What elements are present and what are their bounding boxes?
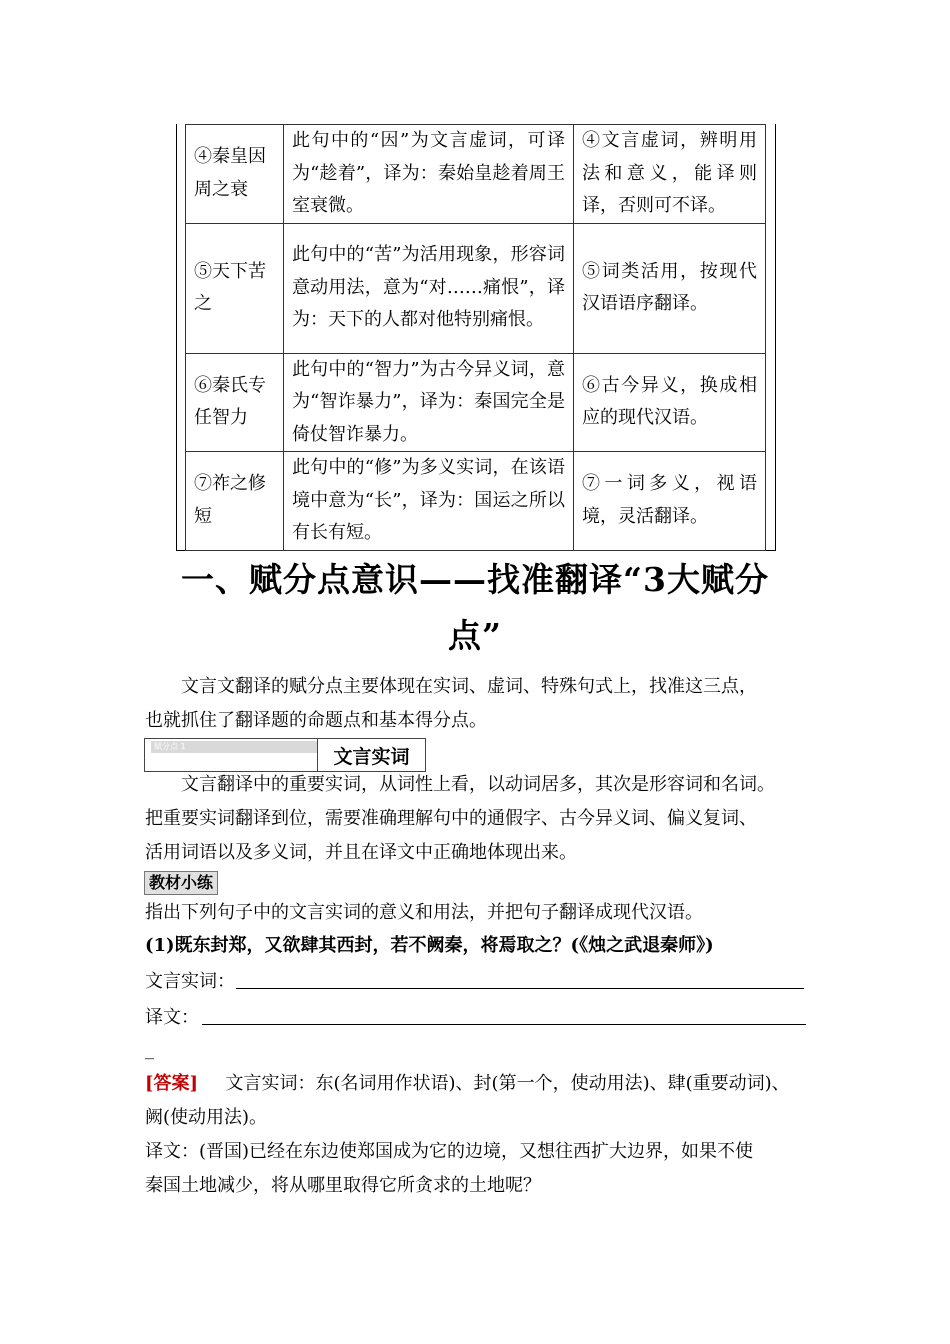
cell-method: ⑤词类活用，按现代汉语语序翻译。 (574, 223, 766, 353)
answer-block (145, 1068, 825, 1100)
answer-line-2: 阙(使动用法)。 (145, 1107, 268, 1128)
cell-sentence: ④秦皇因周之衰 (186, 125, 284, 224)
section-body-line-3: 活用词语以及多义词，并且在译文中正确地体现出来。 (145, 842, 577, 863)
section-tag-label: 文言实词 (317, 739, 425, 771)
cell-explanation: 此句中的“修”为多义实词，在该语境中意为“长”，译为：国运之所以有长有短。 (284, 452, 574, 551)
answer-blank-vocab[interactable] (236, 988, 804, 989)
cell-explanation: 此句中的“智力”为古今异义词，意为“智诈暴力”，译为：秦国完全是倚仗智诈暴力。 (284, 353, 574, 452)
section-body-line-2: 把重要实词翻译到位，需要准确理解句中的通假字、古今异义词、偏义复词、 (145, 808, 757, 829)
table-row (186, 353, 766, 452)
practice-question: (1)既东封郑，又欲肆其西封，若不阙秦，将焉取之？(《烛之武退秦师》) (145, 935, 714, 956)
answer-label: [答案] (145, 1073, 199, 1094)
heading-line-1: 一、赋分点意识——找准翻译“3大赋分 (181, 560, 769, 599)
section-body (145, 768, 825, 870)
cell-sentence: ⑤天下苦之 (186, 223, 284, 353)
answer-translation-line-1: 译文：(晋国)已经在东边使郑国成为它的边境，又想往西扩大边界，如果不使 (145, 1141, 754, 1162)
practice-tag: 教材小练 (144, 871, 218, 895)
cell-sentence: ⑦祚之修短 (186, 452, 284, 551)
table-row (186, 223, 766, 353)
translation-table (185, 124, 766, 551)
table-row (186, 125, 766, 224)
intro-line-1: 文言文翻译的赋分点主要体现在实词、虚词、特殊句式上，找准这三点， (181, 676, 757, 697)
intro-line-2: 也就抓住了翻译题的命题点和基本得分点。 (145, 710, 487, 731)
cell-explanation: 此句中的“因”为文言虚词，可译为“趁着”，译为：秦始皇趁着周王室衰微。 (284, 125, 574, 224)
field-label-vocab: 文言实词： (145, 971, 235, 992)
answer-translation-line-2: 秦国土地减少，将从哪里取得它所贪求的土地呢？ (145, 1175, 541, 1196)
heading-line-2: 点” (448, 616, 502, 655)
answer-blank-translation[interactable] (202, 1024, 806, 1025)
section-heading (140, 552, 810, 664)
cell-method: ④文言虚词，辨明用法和意义，能译则译，否则可不译。 (574, 125, 766, 224)
stray-underscore: _ (145, 1039, 154, 1060)
section-tag-box (144, 738, 426, 772)
cell-explanation: 此句中的“苦”为活用现象，形容词意动用法，意为“对……痛恨”，译为：天下的人都对他特别痛恨。 (284, 223, 574, 353)
section-tag-small: 赋分点 1 (151, 741, 317, 753)
table-row (186, 452, 766, 551)
table-frame (176, 124, 776, 551)
cell-method: ⑥古今异义，换成相应的现代汉语。 (574, 353, 766, 452)
cell-method: ⑦一词多义，视语境，灵活翻译。 (574, 452, 766, 551)
cell-sentence: ⑥秦氏专任智力 (186, 353, 284, 452)
answer-line-1: 文言实词：东(名词用作状语)、封(第一个，使动用法)、肆(重要动词)、 (225, 1073, 790, 1094)
section-body-line-1: 文言翻译中的重要实词，从词性上看，以动词居多，其次是形容词和名词。 (181, 774, 775, 795)
intro-paragraph (145, 670, 825, 738)
practice-instruction: 指出下列句子中的文言实词的意义和用法，并把句子翻译成现代汉语。 (145, 902, 703, 923)
field-label-translation: 译文： (145, 1007, 199, 1028)
